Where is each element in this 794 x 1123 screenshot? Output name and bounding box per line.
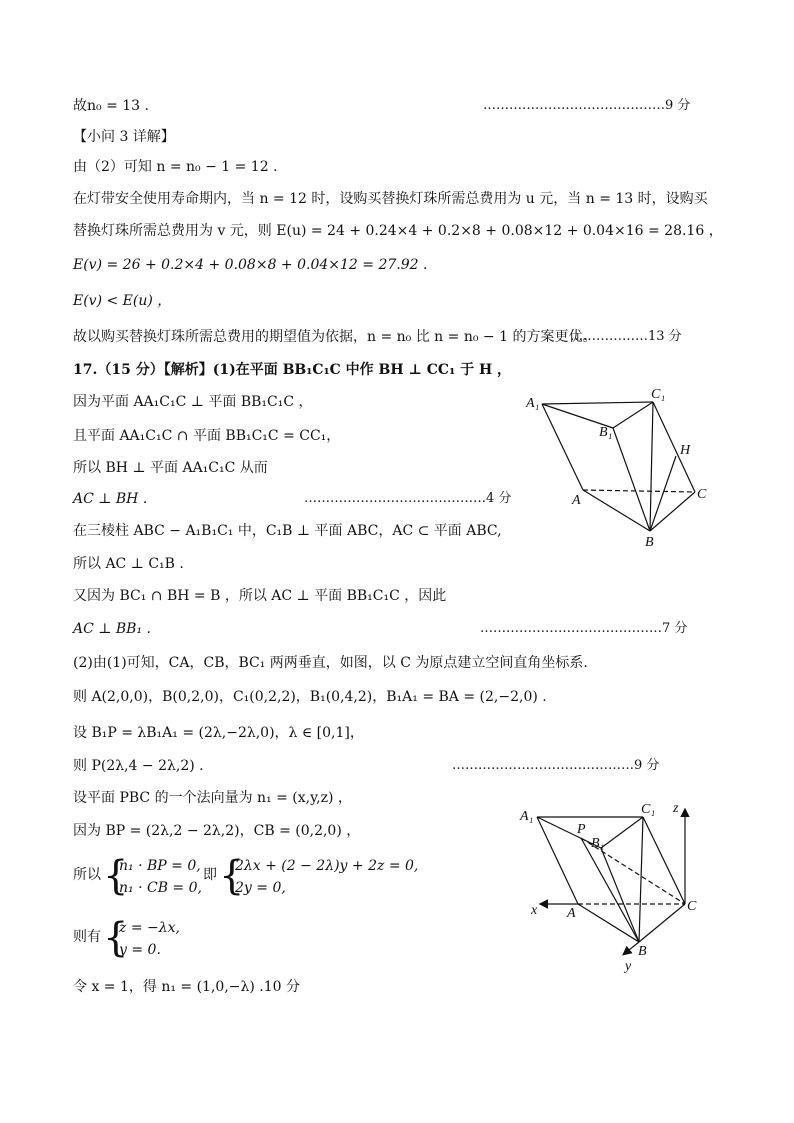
- line-ac-perp-bb1: AC ⊥ BB₁ .: [73, 621, 151, 637]
- line-ac-perp-c1b: 所以 AC ⊥ C₁B .: [73, 556, 184, 572]
- line-compare: E(v) < E(u) ，: [73, 293, 172, 309]
- edge-b-c-2: [639, 904, 685, 942]
- line-expectation-u: 替换灯珠所需总费用为 v 元，则 E(u) = 24 + 0.24×4 + 0.2×8 + 0.08×12 + 0.04×16 = 28.16 ，: [73, 223, 723, 239]
- score-13: ………………13 分: [570, 329, 682, 344]
- edge-a-c-hidden: [583, 490, 695, 492]
- line-intersection: 且平面 AA₁C₁C ∩ 平面 BB₁C₁C = CC₁，: [73, 428, 341, 444]
- edge-b1-c1: [613, 402, 653, 428]
- system-1-row-1: n₁ · BP = 0,: [119, 858, 201, 874]
- label-h: H: [680, 443, 691, 458]
- line-expectation-v: E(v) = 26 + 0.2×4 + 0.08×8 + 0.04×12 = 27.92 .: [73, 257, 428, 273]
- line-b1p: 设 B₁P = λB₁A₁ = (2λ,−2λ,0)，λ ∈ [0,1]，: [73, 725, 364, 741]
- edge-a1-c1: [542, 402, 653, 404]
- score-9b: ……………………………………9 分: [452, 758, 660, 773]
- score-4: ……………………………………4 分: [304, 491, 512, 506]
- edge-a1-a-2: [537, 817, 578, 904]
- prism-figure-1: [520, 388, 720, 553]
- edge-b1-b-2: [601, 848, 639, 942]
- label2-y: y: [625, 959, 632, 974]
- system-1-mid: 即: [203, 867, 217, 883]
- equation-system-2: [73, 916, 233, 960]
- edge-a-b: [583, 490, 650, 531]
- label-c1: C₁: [651, 388, 666, 402]
- label-a1: A₁: [526, 396, 540, 411]
- label-c: C: [697, 487, 707, 502]
- line-conclusion-n0: 故n₀ = 13 .: [73, 98, 149, 114]
- label-b: B: [645, 535, 654, 550]
- q17-heading: 17.（15 分）【解析】(1)在平面 BB₁C₁C 中作 BH ⊥ CC₁ 于 H ，: [73, 362, 512, 378]
- score-9: ……………………………………9 分: [483, 98, 691, 113]
- line-from-2: 由（2）可知 n = n₀ − 1 = 12 .: [73, 159, 278, 175]
- line-conclusion-plan: 故以购买替换灯珠所需总费用的期望值为依据，n = n₀ 比 n = n₀ − 1 的方案更优。: [73, 329, 597, 345]
- label2-c1: C₁: [641, 802, 656, 817]
- brace-left-1: {: [103, 853, 129, 899]
- subquestion-3-heading: 【小问 3 详解】: [73, 129, 175, 145]
- system-3-row-1: z = −λx,: [119, 920, 180, 936]
- edge-p-b: [581, 838, 639, 942]
- line-normal-vector: 设平面 PBC 的一个法向量为 n₁ = (x,y,z) ，: [73, 790, 352, 806]
- edge-a-b-2: [578, 904, 639, 942]
- system-2-row-2: 2y = 0,: [235, 880, 286, 896]
- system-1-row-2: n₁ · CB = 0,: [119, 880, 202, 896]
- line-lifetime: 在灯带安全使用寿命期内，当 n = 12 时，设购买替换灯珠所需总费用为 u 元，当 n = 13 时，设购买: [73, 191, 708, 207]
- equation-system-1: [73, 853, 419, 899]
- label2-b: B: [638, 944, 647, 959]
- label2-c: C: [687, 899, 697, 914]
- label2-p: P: [577, 822, 586, 837]
- system-3-prefix: 则有: [73, 929, 101, 945]
- line-ac-perp-bh: AC ⊥ BH .: [73, 491, 148, 507]
- prism-figure-2: [515, 800, 715, 980]
- label2-z: z: [673, 801, 679, 816]
- system-2-row-1: 2λx + (2 − 2λ)y + 2z = 0,: [235, 858, 419, 874]
- system-1-prefix: 所以: [73, 867, 101, 883]
- label2-b1: B₁: [591, 836, 605, 851]
- line-part2-setup: (2)由(1)可知，CA，CB，BC₁ 两两垂直，如图，以 C 为原点建立空间直角坐标系.: [73, 655, 588, 671]
- line-planes-perp: 因为平面 AA₁C₁C ⊥ 平面 BB₁C₁C ，: [73, 394, 313, 410]
- line-bc1-bh: 又因为 BC₁ ∩ BH = B ，所以 AC ⊥ 平面 BB₁C₁C ，因此: [73, 588, 447, 604]
- line-p-coord: 则 P(2λ,4 − 2λ,2) .: [73, 758, 204, 774]
- label2-x: x: [531, 903, 538, 918]
- edge-a1-a: [542, 404, 583, 490]
- edge-c1-b-2: [639, 817, 643, 942]
- line-normal-result: 令 x = 1，得 n₁ = (1,0,−λ) .10 分: [73, 979, 301, 995]
- line-bh-perp: 所以 BH ⊥ 平面 AA₁C₁C 从而: [73, 460, 268, 476]
- system-3-row-2: y = 0.: [119, 942, 161, 958]
- label2-a: A: [567, 906, 576, 921]
- line-bp-cb: 因为 BP = (2λ,2 − 2λ,2)，CB = (0,2,0) ，: [73, 823, 361, 839]
- line-prism: 在三棱柱 ABC − A₁B₁C₁ 中，C₁B ⊥ 平面 ABC，AC ⊂ 平面 ABC,: [73, 523, 502, 539]
- score-7: ……………………………………7 分: [480, 621, 688, 636]
- edge-c1-b: [650, 402, 653, 531]
- line-coordinates: 则 A(2,0,0)，B(0,2,0)，C₁(0,2,2)，B₁(0,4,2)，B₁A₁ = BA = (2,−2,0) .: [73, 689, 547, 705]
- label-b1: B₁: [599, 425, 613, 440]
- brace-left-3: {: [103, 915, 129, 961]
- label2-a1: A₁: [520, 809, 534, 824]
- brace-left-2: {: [219, 853, 245, 899]
- y-axis: [624, 942, 639, 954]
- edge-b1-c1-2: [601, 817, 643, 848]
- edge-b1-b: [613, 428, 650, 531]
- label-a: A: [572, 493, 581, 508]
